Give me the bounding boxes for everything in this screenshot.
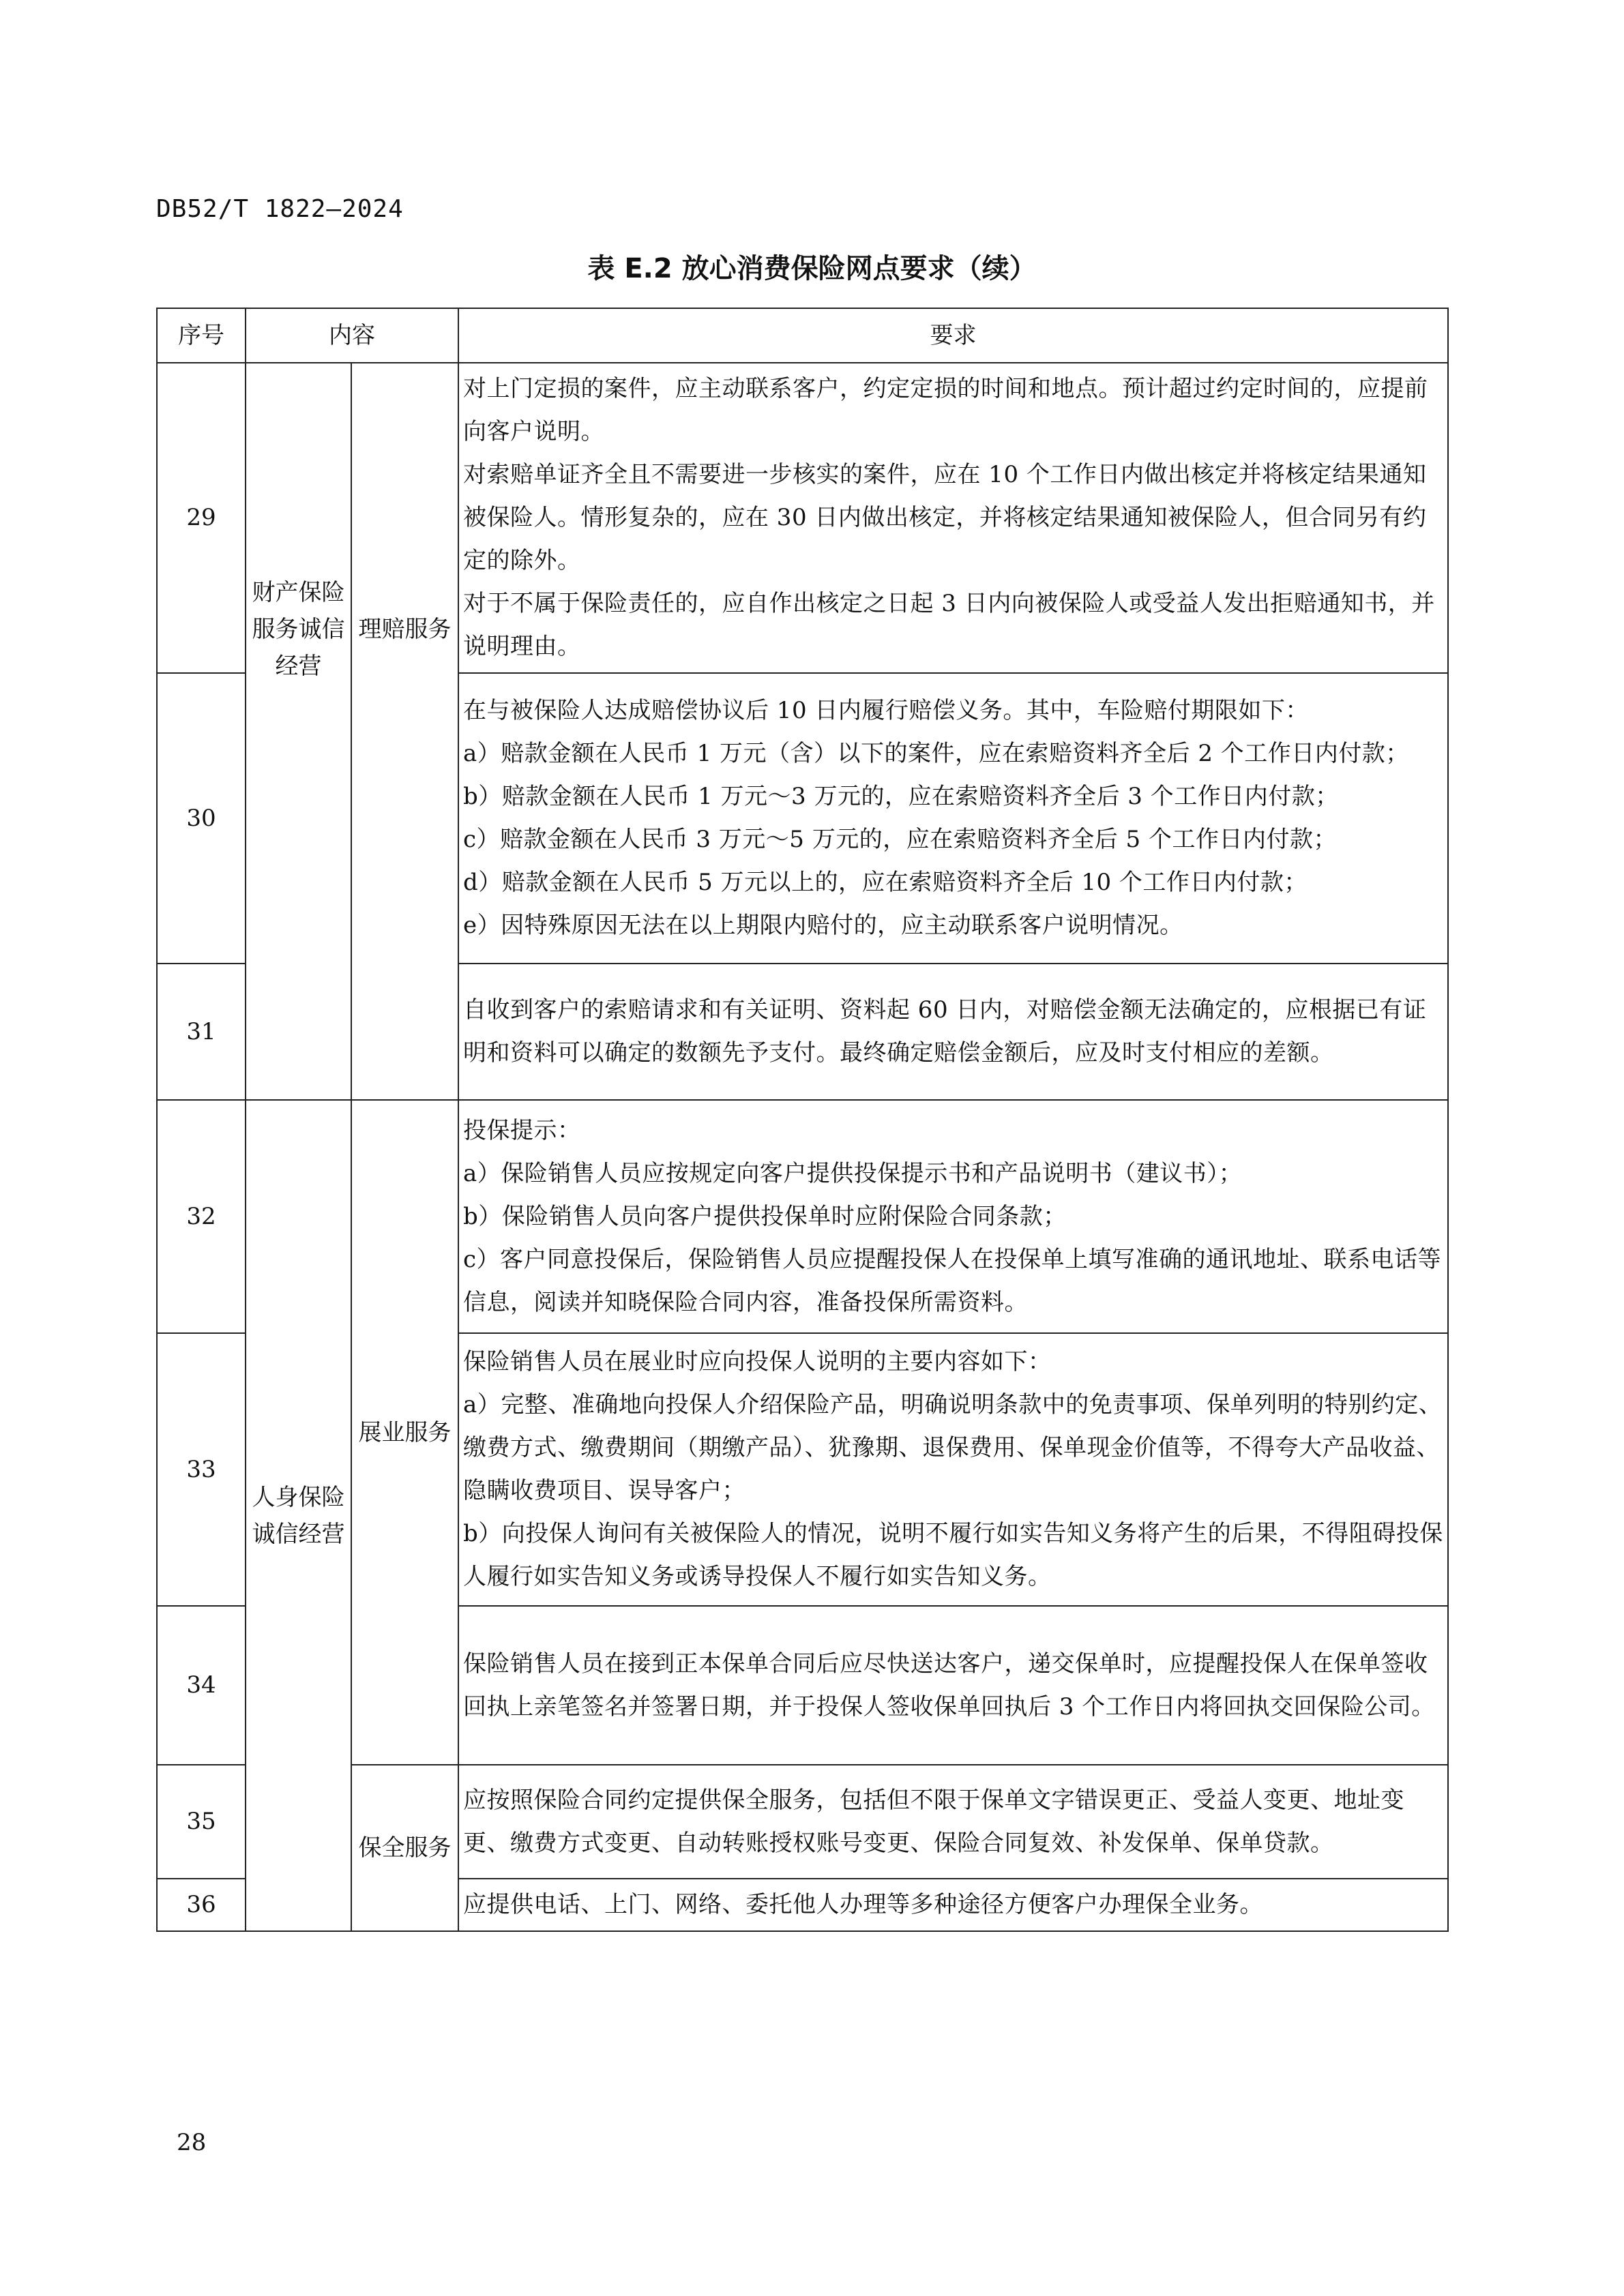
requirement-line: a）保险销售人员应按规定向客户提供投保提示书和产品说明书（建议书）； (463, 1159, 1243, 1187)
category-property: 财产保险服务诚信经营 (246, 363, 351, 1100)
row-requirement (458, 1100, 1448, 1333)
table-title: 表 E.2 放心消费保险网点要求（续） (587, 253, 1037, 284)
table-row (157, 1100, 1448, 1333)
row-seq: 36 (157, 1879, 246, 1931)
row-requirement (458, 964, 1448, 1100)
document-id: DB52/T 1822—2024 (156, 195, 404, 223)
requirement-line: 投保提示： (463, 1116, 581, 1144)
requirement-line: 自收到客户的索赔请求和有关证明、资料起 60 日内，对赔偿金额无法确定的，应根据已有证明和资料可以确定的数额先予支付。最终确定赔偿金额后，应及时支付相应的差额。 (463, 996, 1427, 1067)
requirement-line: 保险销售人员在展业时应向投保人说明的主要内容如下： (463, 1348, 1052, 1375)
row-requirement (458, 363, 1448, 673)
header-content: 内容 (246, 308, 458, 363)
requirement-line: a）赔款金额在人民币 1 万元（含）以下的案件，应在索赔资料齐全后 2 个工作日内付款； (463, 740, 1409, 767)
requirement-line: 对上门定损的案件，应主动联系客户，约定定损的时间和地点。预计超过约定时间的，应提前向客户说明。 (463, 375, 1428, 445)
table-header-row (157, 308, 1448, 363)
requirements-table (156, 308, 1449, 1932)
row-requirement (458, 673, 1448, 964)
table-row (157, 363, 1448, 673)
row-seq: 29 (157, 363, 246, 673)
header-seq: 序号 (157, 308, 246, 363)
requirement-line: c）赔款金额在人民币 3 万元～5 万元的，应在索赔资料齐全后 5 个工作日内付款； (463, 826, 1337, 853)
row-seq: 31 (157, 964, 246, 1100)
requirement-line: e）因特殊原因无法在以上期限内赔付的，应主动联系客户说明情况。 (463, 912, 1183, 939)
subcategory-preservation: 保全服务 (351, 1765, 458, 1931)
row-seq: 35 (157, 1765, 246, 1879)
row-seq: 30 (157, 673, 246, 964)
subcategory-business: 展业服务 (351, 1100, 458, 1765)
requirement-line: 应按照保险合同约定提供保全服务，包括但不限于保单文字错误更正、受益人变更、地址变更、缴费方式变更、自动转账授权账号变更、保险合同复效、补发保单、保单贷款。 (463, 1786, 1404, 1857)
requirement-line: b）赔款金额在人民币 1 万元～3 万元的，应在索赔资料齐全后 3 个工作日内付款； (463, 783, 1339, 810)
subcategory-claims: 理赔服务 (351, 363, 458, 1100)
row-requirement (458, 1606, 1448, 1765)
requirement-line: 对索赔单证齐全且不需要进一步核实的案件，应在 10 个工作日内做出核定并将核定结果通知被保险人。情形复杂的，应在 30 日内做出核定，并将核定结果通知被保险人，但合同另有约定的除外。 (463, 461, 1427, 574)
requirement-line: a）完整、准确地向投保人介绍保险产品，明确说明条款中的免责事项、保单列明的特别约定、缴费方式、缴费期间（期缴产品）、犹豫期、退保费用、保单现金价值等，不得夸大产品收益、隐瞒收费项目、误导客户； (463, 1391, 1443, 1504)
requirement-line: d）赔款金额在人民币 5 万元以上的，应在索赔资料齐全后 10 个工作日内付款； (463, 869, 1308, 896)
row-seq: 33 (157, 1333, 246, 1606)
page-number: 28 (177, 2129, 207, 2156)
requirement-line: b）保险销售人员向客户提供投保单时应附保险合同条款； (463, 1202, 1067, 1230)
requirement-line: 对于不属于保险责任的，应自作出核定之日起 3 日内向被保险人或受益人发出拒赔通知书，并说明理由。 (463, 590, 1435, 660)
header-requirement: 要求 (458, 308, 1448, 363)
requirement-line: 应提供电话、上门、网络、委托他人办理等多种途径方便客户办理保全业务。 (463, 1891, 1263, 1918)
requirement-line: b）向投保人询问有关被保险人的情况，说明不履行如实告知义务将产生的后果，不得阻碍投保人履行如实告知义务或诱导投保人不履行如实告知义务。 (463, 1520, 1443, 1590)
row-requirement (458, 1333, 1448, 1606)
requirement-line: 在与被保险人达成赔偿协议后 10 日内履行赔偿义务。其中，车险赔付期限如下： (463, 697, 1309, 724)
row-requirement (458, 1765, 1448, 1879)
category-life: 人身保险诚信经营 (246, 1100, 351, 1931)
row-seq: 32 (157, 1100, 246, 1333)
row-seq: 34 (157, 1606, 246, 1765)
row-requirement (458, 1879, 1448, 1931)
requirement-line: 保险销售人员在接到正本保单合同后应尽快送达客户，递交保单时，应提醒投保人在保单签收回执上亲笔签名并签署日期，并于投保人签收保单回执后 3 个工作日内将回执交回保险公司。 (463, 1650, 1435, 1720)
requirement-line: c）客户同意投保后，保险销售人员应提醒投保人在投保单上填写准确的通讯地址、联系电话等信息，阅读并知晓保险合同内容，准备投保所需资料。 (463, 1245, 1442, 1316)
